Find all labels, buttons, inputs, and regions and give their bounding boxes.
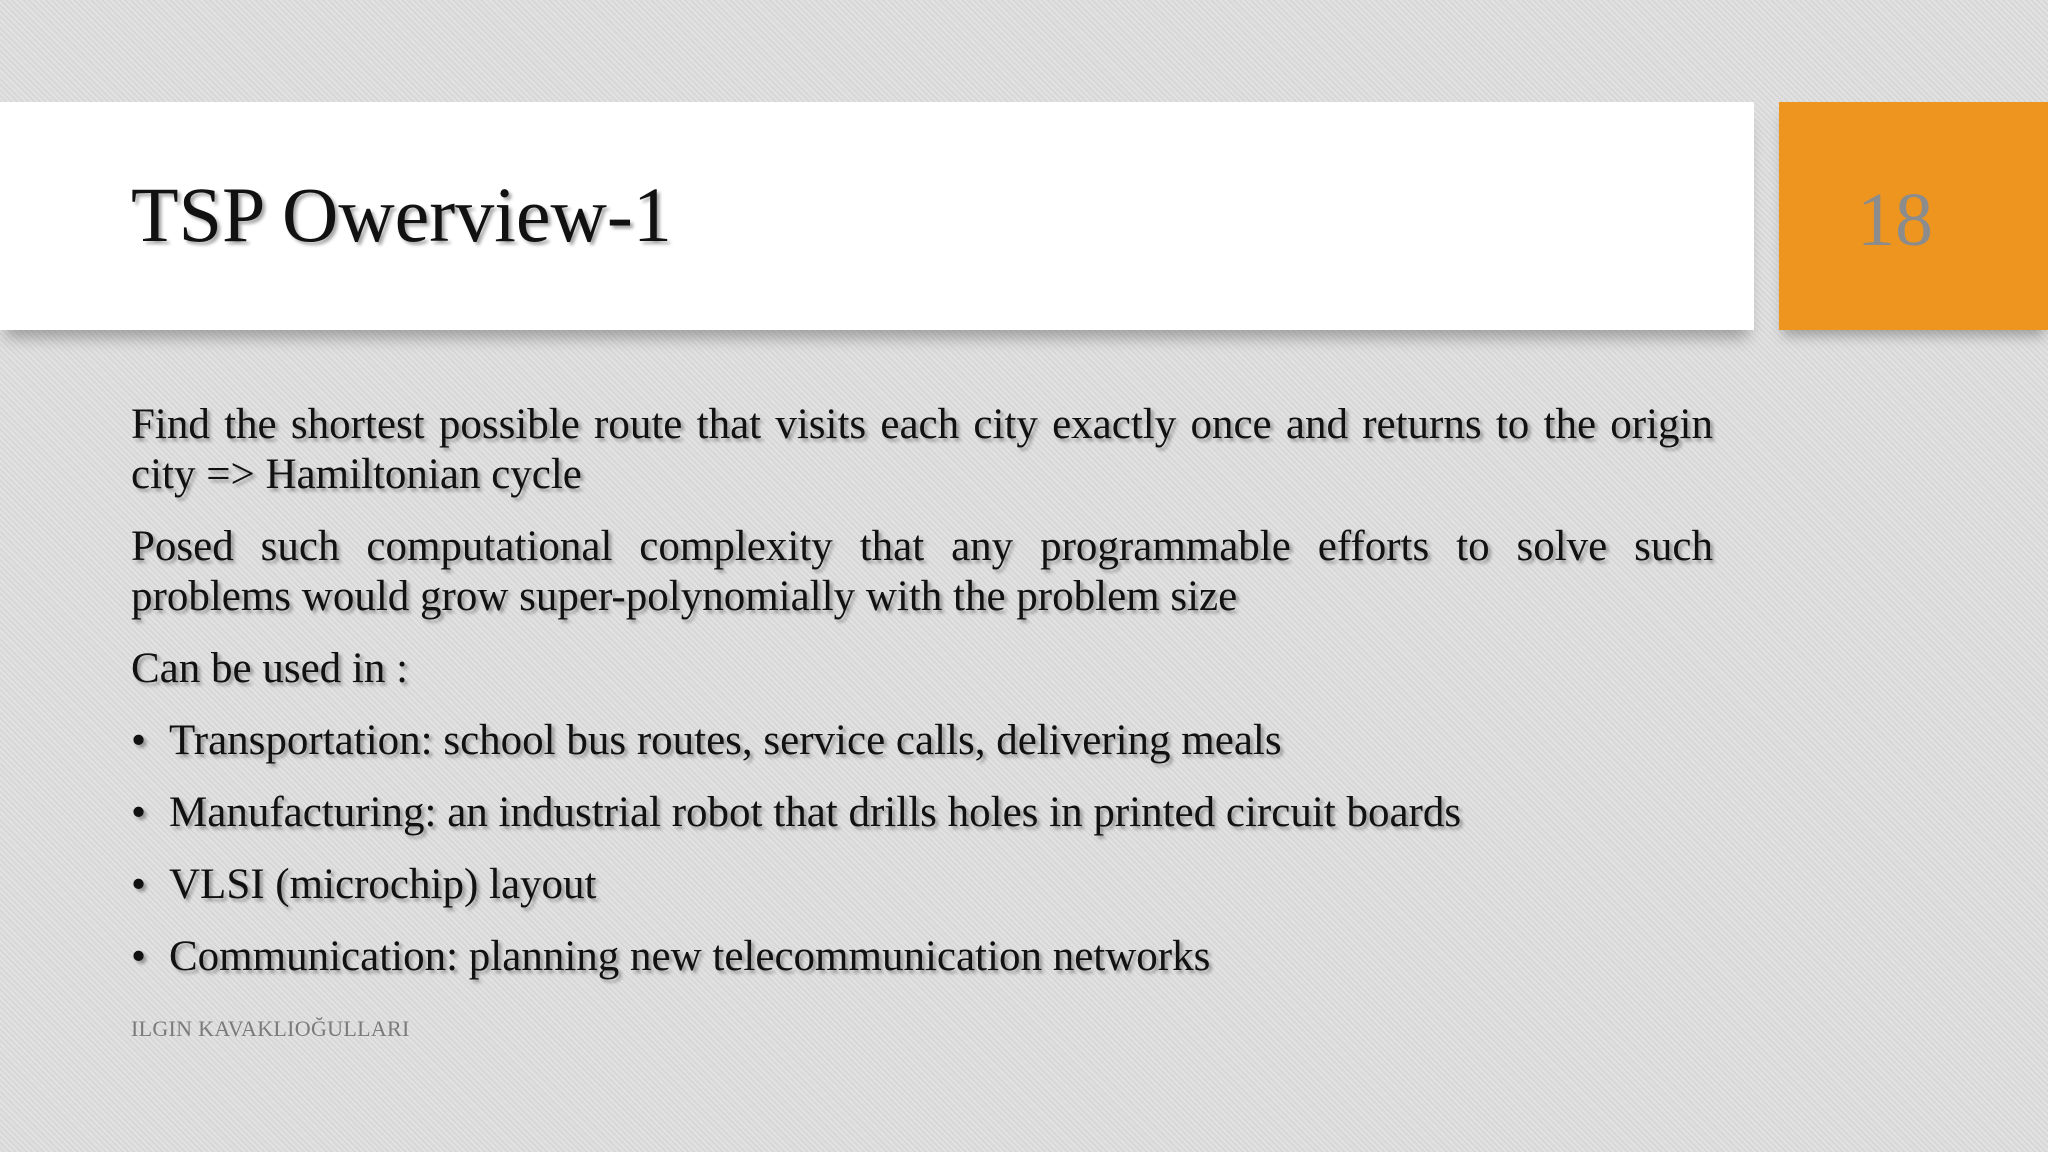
page-number: 18 <box>1857 178 1933 262</box>
paragraph-definition: Find the shortest possible route that visits each city exactly once and returns to the origin city => Hamiltonian cycle <box>131 401 1713 498</box>
slide-title: TSP Owerview-1 <box>131 171 672 258</box>
list-item-communication <box>131 932 1713 982</box>
list-item-text: Transportation: school bus routes, service calls, delivering meals <box>169 717 1282 764</box>
list-item-vlsi <box>131 860 1713 910</box>
list-item-text: Manufacturing: an industrial robot that drills holes in printed circuit boards <box>169 789 1462 836</box>
list-item-text: VLSI (microchip) layout <box>169 861 597 908</box>
footer-author: ILGIN KAVAKLIOĞULLARI <box>131 1016 410 1041</box>
slide-content <box>131 400 1713 1004</box>
bullet-icon: • <box>131 861 147 908</box>
list-item-text: Communication: planning new telecommunication networks <box>169 933 1211 980</box>
paragraph-complexity: Posed such computational complexity that any programmable efforts to solve such problems would grow super-polynomially with the problem size <box>131 523 1713 620</box>
bullet-icon: • <box>131 789 147 836</box>
uses-list <box>131 716 1713 982</box>
bullet-icon: • <box>131 933 147 980</box>
paragraph-uses-intro: Can be used in : <box>131 645 409 692</box>
list-item-manufacturing <box>131 788 1713 838</box>
bullet-icon: • <box>131 717 147 764</box>
list-item-transportation <box>131 716 1713 766</box>
page-number-box <box>1779 102 2048 330</box>
